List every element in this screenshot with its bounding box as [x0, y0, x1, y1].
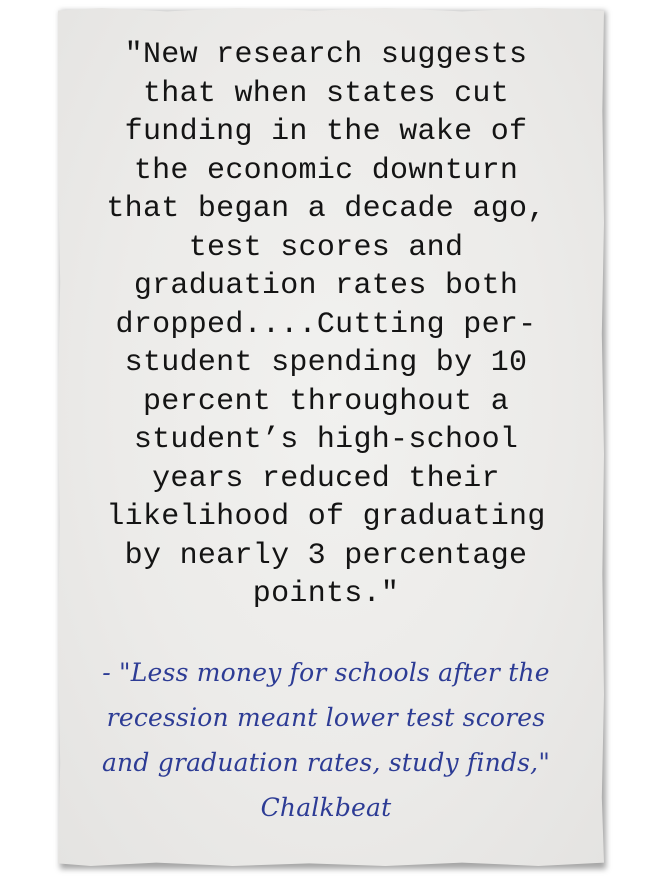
attribution-line: and graduation rates, study finds,"	[101, 748, 551, 777]
attribution-line: - "Less money for schools after the	[102, 658, 550, 687]
quote-line: student’s high-school	[133, 423, 519, 457]
attribution-source: Chalkbeat	[260, 793, 392, 822]
quote-line: by nearly 3 percentage	[124, 538, 528, 573]
quote-line: percent throughout a	[142, 384, 510, 419]
attribution-line: recession meant lower test scores	[106, 703, 546, 732]
quote-line: dropped....Cutting per-	[115, 307, 537, 342]
attribution-text	[60, 650, 592, 830]
quote-line: student spending by 10	[124, 346, 528, 380]
quote-line: that began a decade ago,	[106, 192, 546, 226]
quote-line: that when states cut	[142, 76, 510, 111]
quote-line: years reduced their	[152, 461, 500, 496]
quote-line: the economic downturn	[133, 153, 519, 188]
quote-line: graduation rates both	[133, 269, 519, 303]
quote-line: "New research suggests	[124, 38, 528, 72]
quote-line: points."	[252, 577, 400, 611]
quote-line: funding in the wake of	[124, 115, 528, 149]
quote-line: test scores and	[188, 230, 464, 265]
quote-text	[60, 36, 592, 614]
quote-line: likelihood of graduating	[106, 500, 546, 534]
